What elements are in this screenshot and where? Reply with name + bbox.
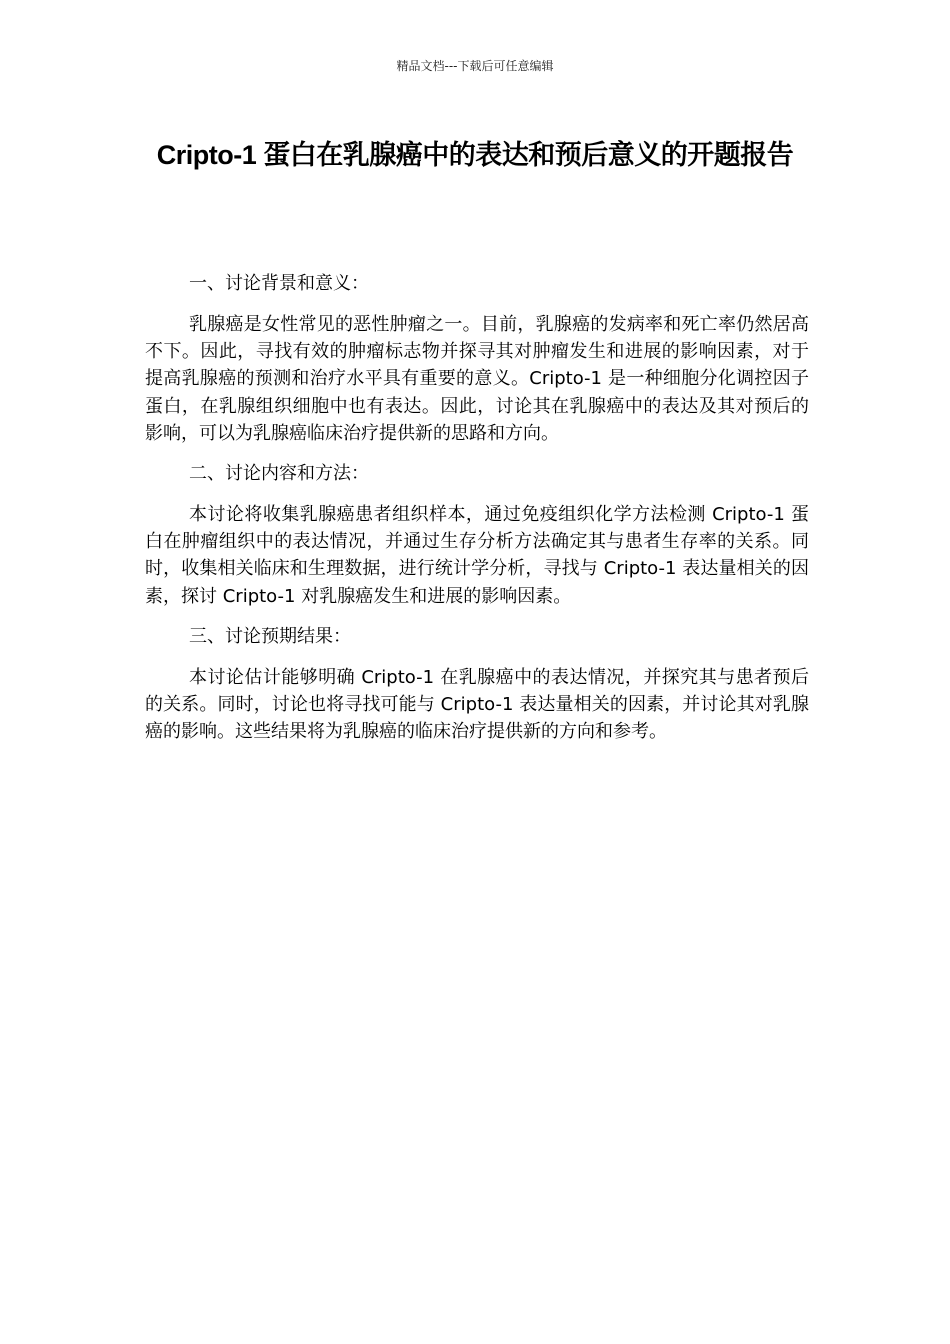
- section-paragraph-expected-results: 本讨论估计能够明确 Cripto-1 在乳腺癌中的表达情况，并探究其与患者预后的关系。同时，讨论也将寻找可能与 Cripto-1 表达量相关的因素，并讨论其对乳腺癌的影响。这些结果将为乳腺癌的临床治疗提供新的方向和参考。: [145, 666, 809, 743]
- header-note: 精品文档---下载后可任意编辑: [396, 59, 554, 73]
- section-paragraph-background: 乳腺癌是女性常见的恶性肿瘤之一。目前，乳腺癌的发病率和死亡率仍然居高不下。因此，寻找有效的肿瘤标志物并探寻其对肿瘤发生和进展的影响因素，对于提高乳腺癌的预测和治疗水平具有重要的意义。Cripto-1 是一种细胞分化调控因子蛋白，在乳腺组织细胞中也有表达。因此，讨论其在乳腺癌中的表达及其对预后的影响，可以为乳腺癌临床治疗提供新的思路和方向。: [145, 314, 809, 444]
- section-heading-background: 一、讨论背景和意义：: [189, 273, 369, 294]
- document-title: Cripto-1 蛋白在乳腺癌中的表达和预后意义的开题报告: [156, 140, 794, 170]
- section-heading-expected-results: 三、讨论预期结果：: [189, 625, 351, 647]
- section-paragraph-methods: 本讨论将收集乳腺癌患者组织样本，通过免疫组织化学方法检测 Cripto-1 蛋白在肿瘤组织中的表达情况，并通过生存分析方法确定其与患者生存率的关系。同时，收集相关临床和生理数据，进行统计学分析，寻找与 Cripto-1 表达量相关的因素，探讨 Cripto-1 对乳腺癌发生和进展的影响因素。: [145, 504, 809, 607]
- section-heading-methods: 二、讨论内容和方法：: [189, 463, 369, 485]
- document-body: [145, 270, 809, 758]
